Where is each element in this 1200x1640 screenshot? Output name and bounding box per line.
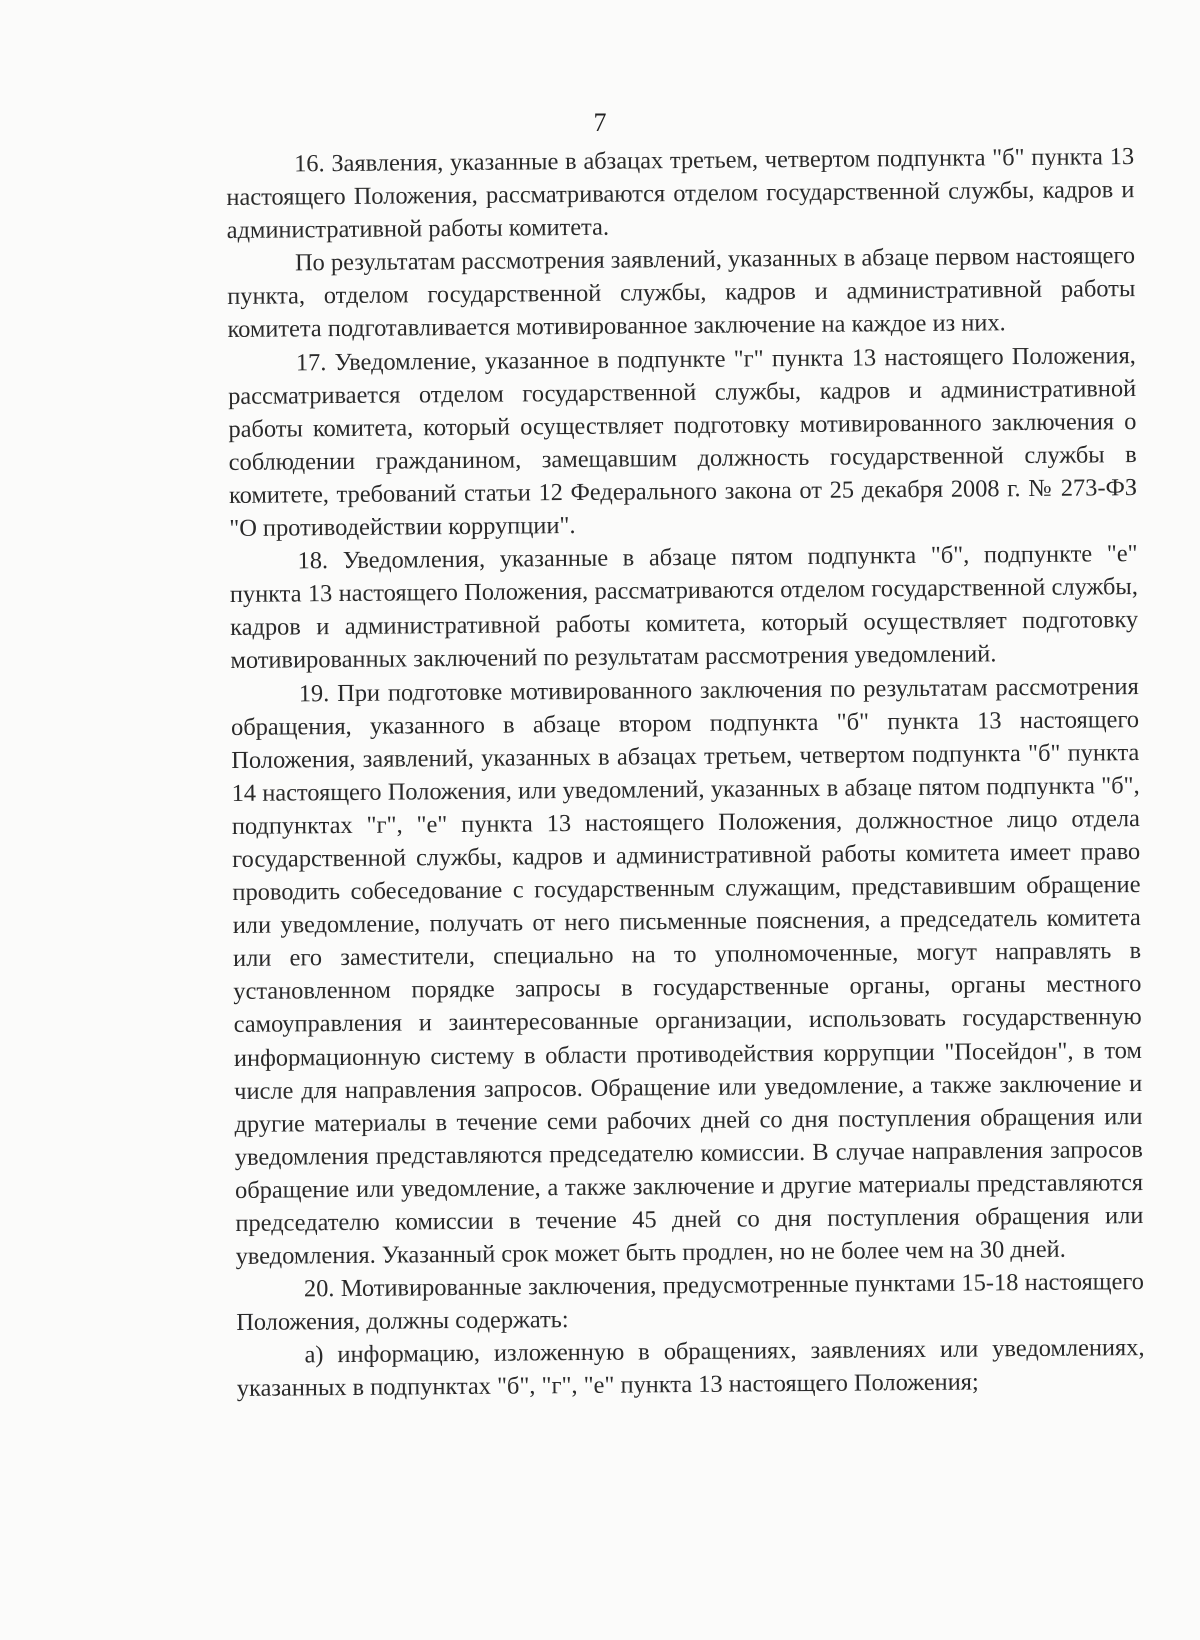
paragraph-19: 19. При подготовке мотивированного заключения по результатам рассмотрения обращения, указанного в абзаце втором подпункта "б" пункта 13 настоящего Положения, заявлений, указанных в абзацах третьем, четвертом подпункта "б" пункта 14 настоящего Положения, или уведомлений, указанных в абзаце пятом подпункта "б", подпунктах "г", "е" пункта 13 настоящего Положения, должностное лицо отдела государственной службы, кадров и административной работы комитета имеет право проводить собеседование с государственным служащим, представившим обращение или уведомление, получать от него письменные пояснения, а председатель комитета или его заместители, специально на то уполномоченные, могут направлять в установленном порядке запросы в государственные органы, органы местного самоуправления и заинтересованные организации, использовать государственную информационную систему в области противодействия коррупции "Посейдон", в том числе для направления запросов. Обращение или уведомление, а также заключение и другие материалы в течение семи рабочих дней со дня поступления обращения или уведомления представляются председателю комиссии. В случае направления запросов обращение или уведомление, а также заключение и другие материалы представляются председателю комиссии в течение 45 дней со дня поступления обращения или уведомления. Указанный срок может быть продлен, но не более чем на 30 дней.	[230, 672, 1144, 1271]
document-body	[226, 140, 1145, 1405]
page-number: 7	[593, 108, 607, 137]
paragraph-16: 16. Заявления, указанные в абзацах третьем, четвертом подпункта "б" пункта 13 настоящего Положения, рассматриваются отделом государственной службы, кадров и административной работы комитета.	[226, 143, 1135, 245]
paragraph-18: 18. Уведомления, указанные в абзаце пятом подпункта "б", подпункте "е" пункта 13 настоящего Положения, рассматриваются отделом государственной службы, кадров и административной работы комитета, который осуществляет подготовку мотивированных заключений по результатам рассмотрения уведомлений.	[229, 540, 1139, 675]
paragraph-17: 17. Уведомление, указанное в подпункте "г" пункта 13 настоящего Положения, рассматривается отделом государственной службы, кадров и административной работы комитета, который осуществляет подготовку мотивированного заключения о соблюдении гражданином, замещавшим должность государственной службы в комитете, требований статьи 12 Федерального закона от 25 декабря 2008 г. № 273-ФЗ "О противодействии коррупции".	[228, 341, 1138, 543]
paragraph-20: 20. Мотивированные заключения, предусмотренные пунктами 15-18 настоящего Положения, должны содержать:	[236, 1268, 1145, 1337]
paragraph-16-continued: По результатам рассмотрения заявлений, указанных в абзаце первом настоящего пункта, отделом государственной службы, кадров и административной работы комитета подготавливается мотивированное заключение на каждое из них.	[227, 242, 1136, 344]
paragraph-20-a: а) информацию, изложенную в обращениях, заявлениях или уведомлениях, указанных в подпунктах "б", "г", "е" пункта 13 настоящего Положения;	[236, 1334, 1145, 1403]
